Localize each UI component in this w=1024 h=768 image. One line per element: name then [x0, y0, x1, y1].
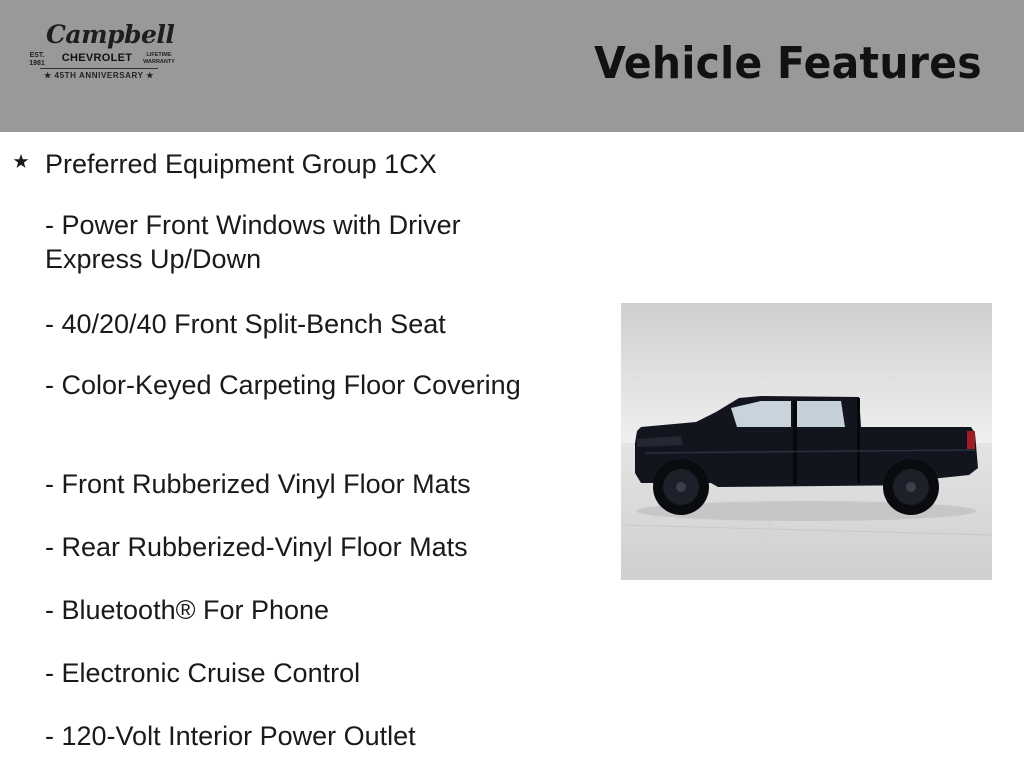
page-title: Vehicle Features [594, 38, 982, 89]
logo-script-text: Campbell [46, 20, 175, 49]
logo-divider [40, 68, 158, 69]
logo-brand-text: CHEVROLET [61, 52, 133, 64]
logo-anniversary-text: ★ 45TH ANNIVERSARY ★ [43, 71, 155, 80]
feature-item: - Power Front Windows with Driver Express Up/Down [45, 210, 461, 274]
feature-item: - Color-Keyed Carpeting Floor Covering [45, 370, 521, 400]
feature-item: - Bluetooth® For Phone [45, 595, 330, 625]
feature-item: - Electronic Cruise Control [45, 658, 361, 688]
vehicle-photo [621, 303, 992, 580]
logo-est-text: EST. 1981 [29, 52, 45, 67]
feature-item: - 120-Volt Interior Power Outlet [45, 721, 416, 751]
feature-item: - 40/20/40 Front Split-Bench Seat [45, 309, 446, 339]
header-banner [0, 0, 1024, 132]
feature-item: Preferred Equipment Group 1CX [45, 149, 437, 179]
feature-item: - Rear Rubberized-Vinyl Floor Mats [45, 532, 468, 562]
dealer-logo [24, 20, 176, 90]
feature-item: - Front Rubberized Vinyl Floor Mats [45, 469, 471, 499]
star-icon [9, 149, 33, 173]
logo-warranty-text: LIFETIME WARRANTY [143, 52, 175, 65]
